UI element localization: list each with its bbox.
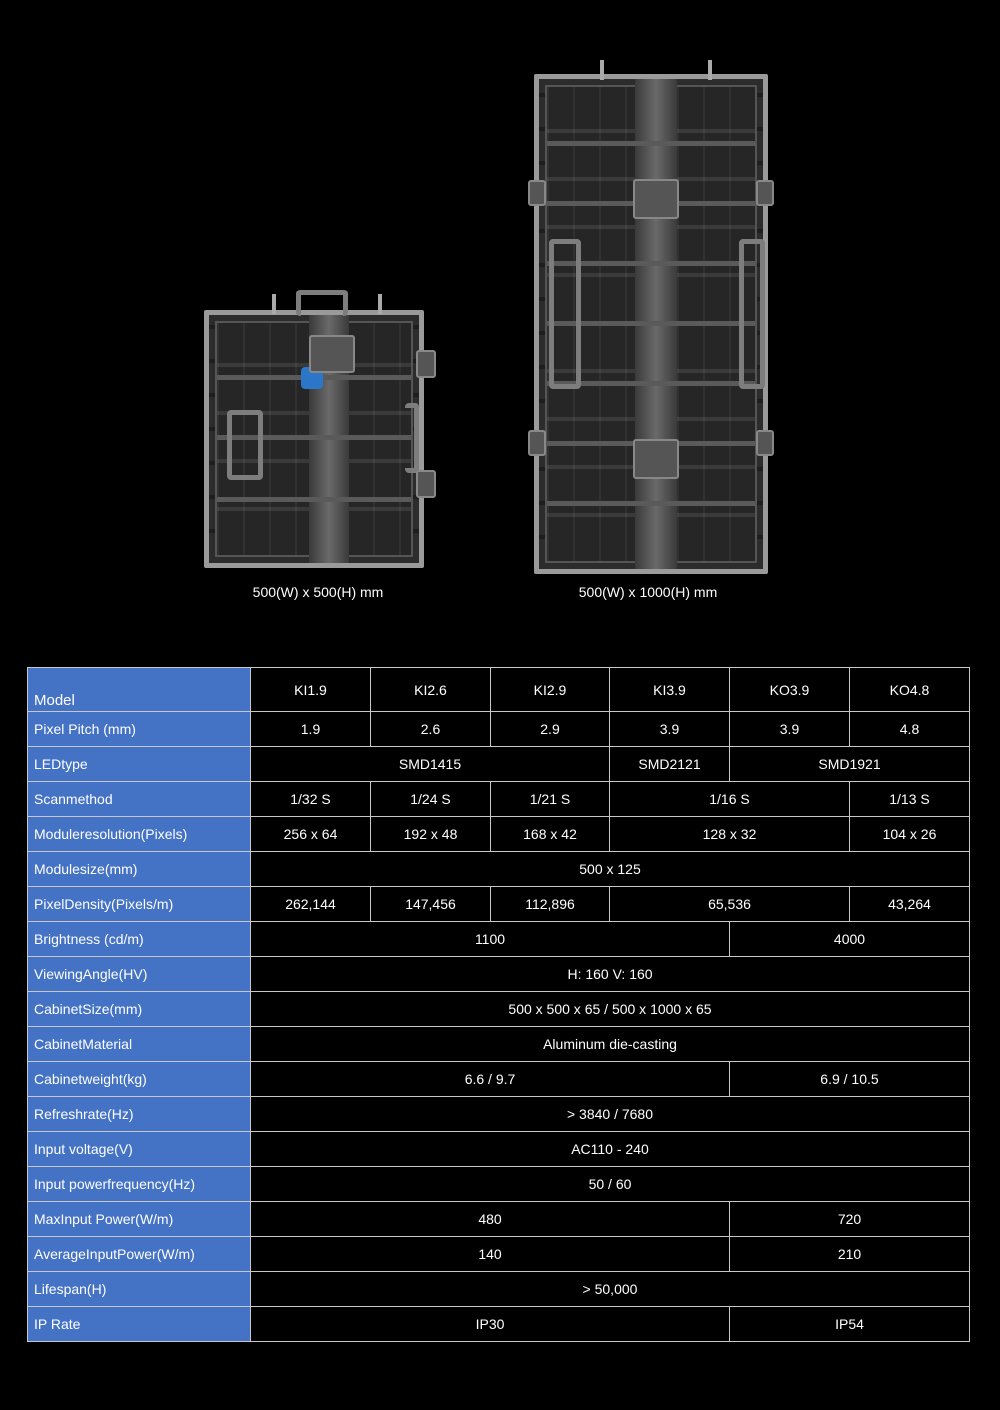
table-row [28,782,970,817]
table-cell: SMD2121 [610,747,730,782]
table-cell: 112,896 [491,887,610,922]
cabinet-500x500-caption: 500(W) x 500(H) mm [252,584,384,600]
row-label: IP Rate [28,1307,251,1342]
table-row [28,922,970,957]
table-cell: SMD1921 [730,747,970,782]
table-cell: 4000 [730,922,970,957]
spec-table [27,667,970,1342]
table-row [28,887,970,922]
table-row [28,712,970,747]
row-label: CabinetSize(mm) [28,992,251,1027]
row-label: Model [28,668,251,712]
row-label: PixelDensity(Pixels/m) [28,887,251,922]
model-name: KI2.6 [371,668,491,712]
table-cell: 500 x 500 x 65 / 500 x 1000 x 65 [251,992,970,1027]
table-cell: 256 x 64 [251,817,371,852]
table-cell: 1100 [251,922,730,957]
table-cell: 65,536 [610,887,850,922]
table-cell: IP30 [251,1307,730,1342]
table-cell: 1.9 [251,712,371,747]
table-cell: SMD1415 [251,747,610,782]
table-cell: 50 / 60 [251,1167,970,1202]
row-label: Lifespan(H) [28,1272,251,1307]
table-cell: 480 [251,1202,730,1237]
table-row [28,1272,970,1307]
row-label: AverageInputPower(W/m) [28,1237,251,1272]
model-name: KO4.8 [850,668,970,712]
row-label: Brightness (cd/m) [28,922,251,957]
table-cell: 2.9 [491,712,610,747]
model-name: KI2.9 [491,668,610,712]
cabinet-500x500-image [204,290,436,572]
table-row [28,852,970,887]
table-cell: 2.6 [371,712,491,747]
row-label: ViewingAngle(HV) [28,957,251,992]
table-cell: 140 [251,1237,730,1272]
table-cell: 6.9 / 10.5 [730,1062,970,1097]
table-cell: 1/32 S [251,782,371,817]
table-cell: 3.9 [730,712,850,747]
row-label: Refreshrate(Hz) [28,1097,251,1132]
table-cell: 6.6 / 9.7 [251,1062,730,1097]
table-row [28,1062,970,1097]
table-cell: 168 x 42 [491,817,610,852]
model-name: KI1.9 [251,668,371,712]
table-row [28,1167,970,1202]
row-label: Input voltage(V) [28,1132,251,1167]
table-row [28,1202,970,1237]
table-cell: 128 x 32 [610,817,850,852]
table-row [28,817,970,852]
table-row [28,1027,970,1062]
table-row [28,1307,970,1342]
cabinet-500x1000-image [528,60,774,576]
table-cell: 4.8 [850,712,970,747]
table-cell: 1/13 S [850,782,970,817]
row-label: Scanmethod [28,782,251,817]
table-cell: H: 160 V: 160 [251,957,970,992]
model-name: KI3.9 [610,668,730,712]
model-header-row [28,668,970,712]
table-cell: > 50,000 [251,1272,970,1307]
table-cell: AC110 - 240 [251,1132,970,1167]
row-label: Pixel Pitch (mm) [28,712,251,747]
table-cell: 147,456 [371,887,491,922]
row-label: Cabinetweight(kg) [28,1062,251,1097]
table-cell: 43,264 [850,887,970,922]
cabinet-500x1000-caption: 500(W) x 1000(H) mm [578,584,718,600]
row-label: CabinetMaterial [28,1027,251,1062]
table-row [28,992,970,1027]
model-name: KO3.9 [730,668,850,712]
table-cell: > 3840 / 7680 [251,1097,970,1132]
table-row [28,747,970,782]
table-row [28,1237,970,1272]
table-cell: 3.9 [610,712,730,747]
table-cell: 262,144 [251,887,371,922]
table-cell: Aluminum die-casting [251,1027,970,1062]
row-label: Moduleresolution(Pixels) [28,817,251,852]
table-cell: IP54 [730,1307,970,1342]
table-cell: 210 [730,1237,970,1272]
table-cell: 720 [730,1202,970,1237]
row-label: MaxInput Power(W/m) [28,1202,251,1237]
table-cell: 192 x 48 [371,817,491,852]
row-label: Input powerfrequency(Hz) [28,1167,251,1202]
row-label: LEDtype [28,747,251,782]
table-row [28,1097,970,1132]
table-cell: 1/21 S [491,782,610,817]
table-row [28,957,970,992]
table-cell: 1/16 S [610,782,850,817]
table-row [28,1132,970,1167]
table-cell: 500 x 125 [251,852,970,887]
row-label: Modulesize(mm) [28,852,251,887]
table-cell: 104 x 26 [850,817,970,852]
table-cell: 1/24 S [371,782,491,817]
